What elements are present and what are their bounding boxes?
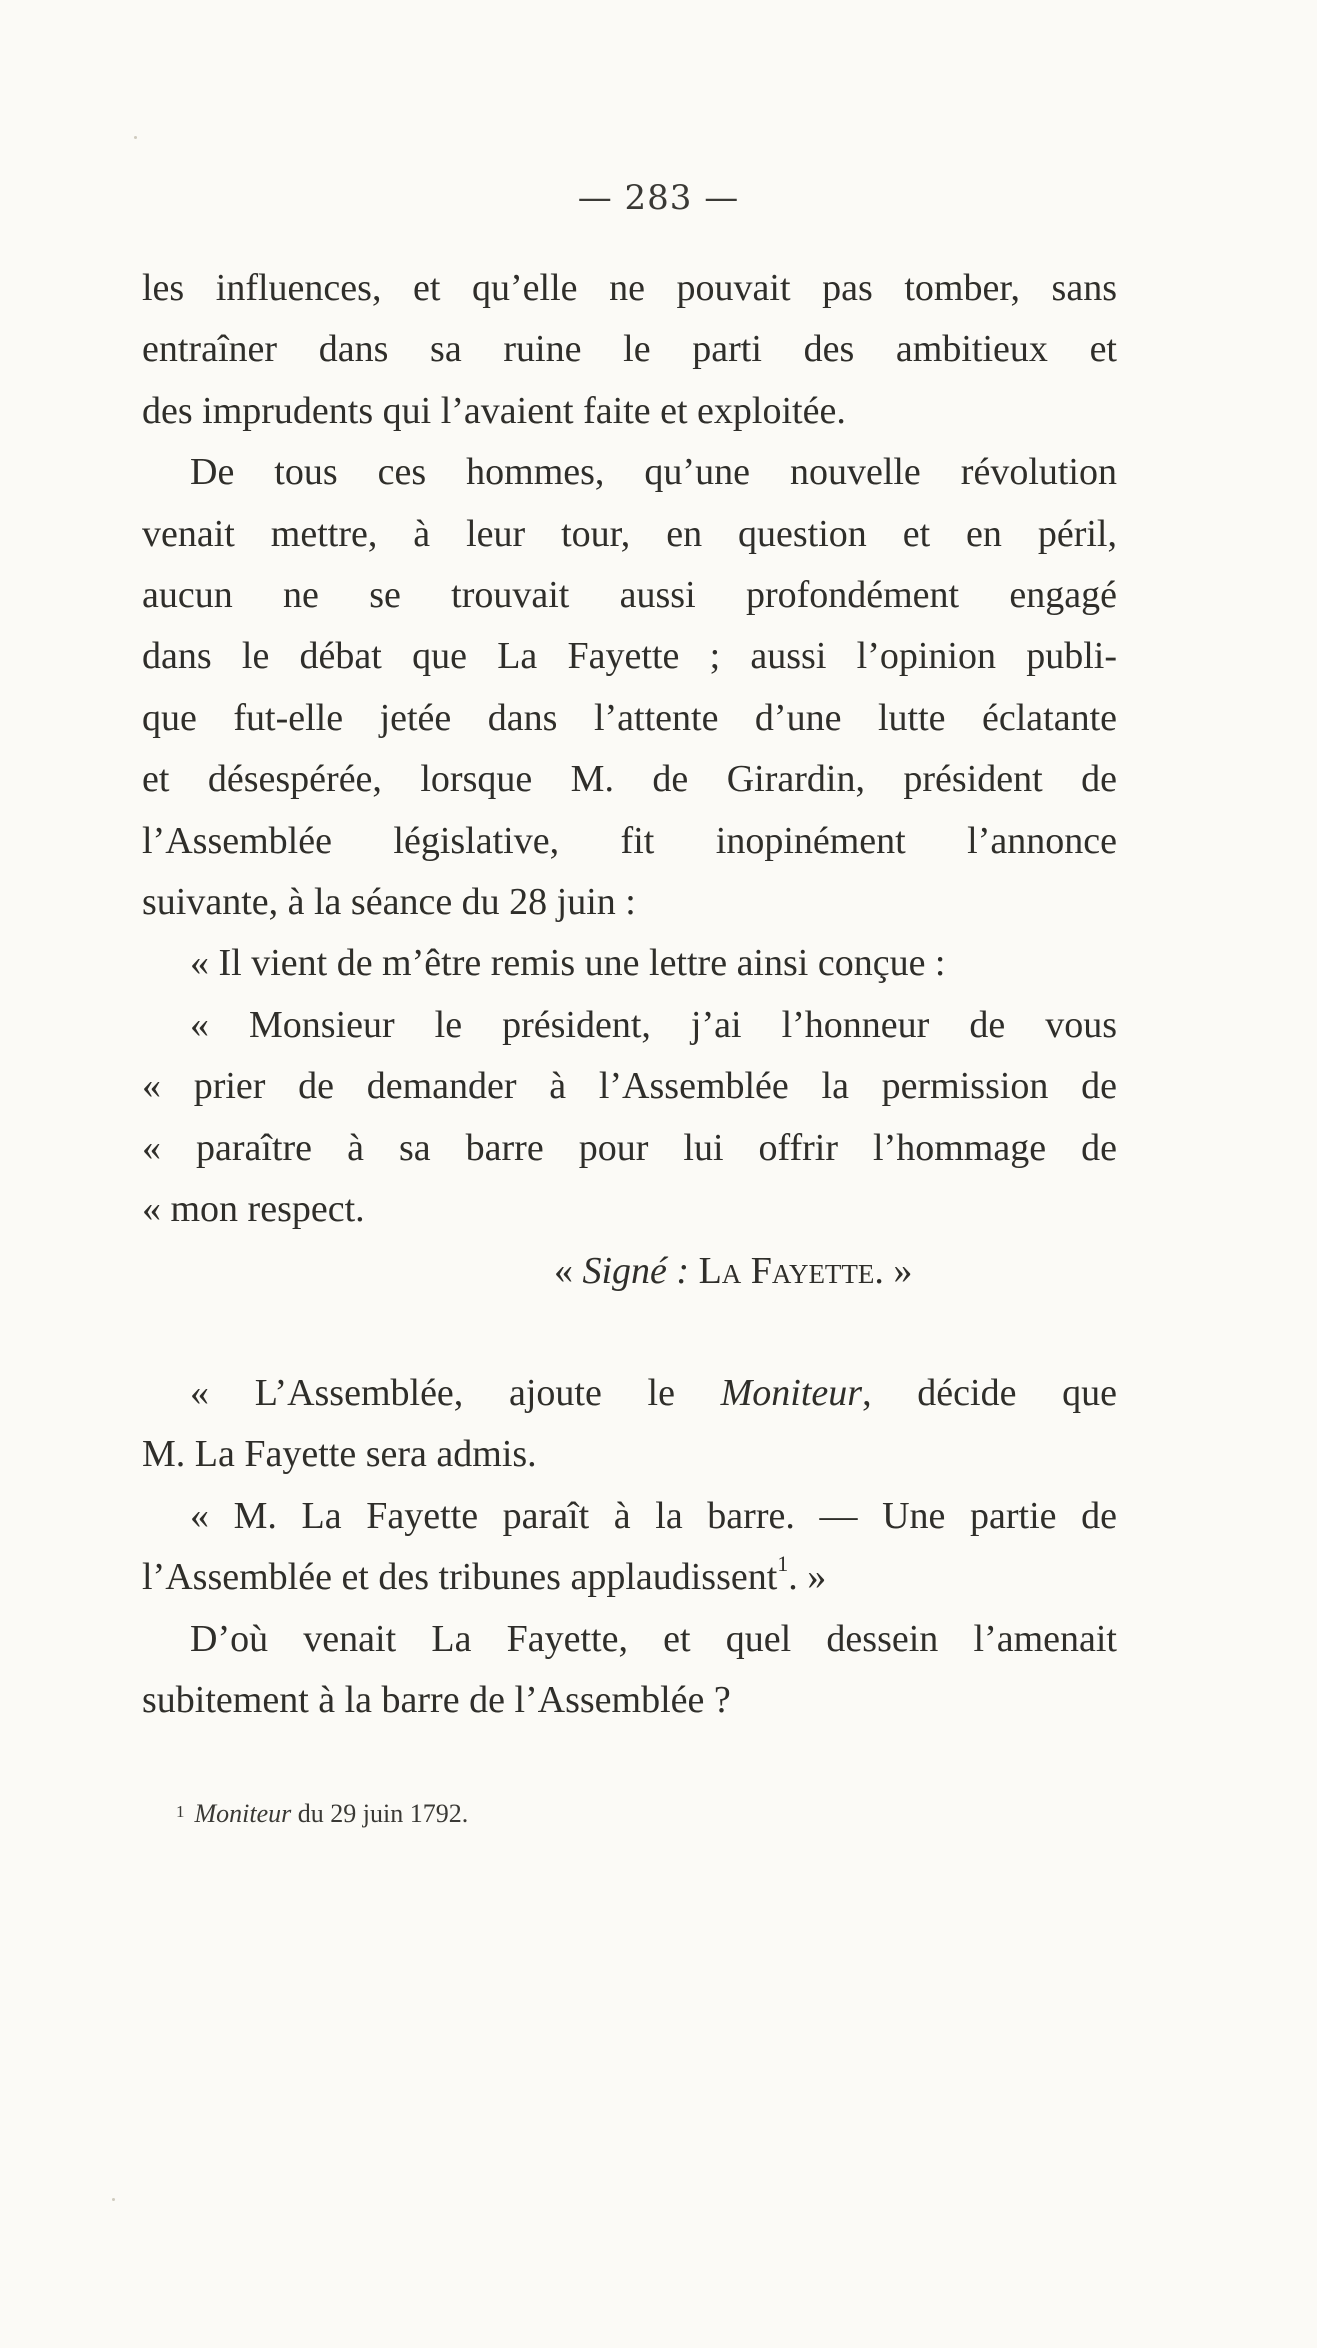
text-line: D’où venait La Fayette, et quel dessein l’amenait — [190, 1617, 1117, 1660]
body-text — [142, 258, 1117, 1731]
signature-label: Signé : — [582, 1249, 690, 1292]
text-line: et désespérée, lorsque M. de Girardin, président de — [142, 758, 1117, 801]
text-line: aucun ne se trouvait aussi profondément engagé — [142, 574, 1117, 617]
source-title: Moniteur — [720, 1371, 863, 1414]
signature-name: La Fayette. — [698, 1249, 884, 1292]
text-line: venait mettre, à leur tour, en question et en péril, — [142, 512, 1117, 555]
text-line: De tous ces hommes, qu’une nouvelle révolution — [190, 451, 1117, 494]
quote-line: « mon respect. — [142, 1188, 365, 1231]
quote-line: « paraître à sa barre pour lui offrir l’hommage de — [142, 1126, 1117, 1169]
text-line: que fut-elle jetée dans l’attente d’une lutte éclatante — [142, 696, 1117, 739]
signature-open-quote: « — [554, 1249, 583, 1292]
text-line: M. La Fayette sera admis. — [142, 1433, 537, 1476]
quote-line: « Monsieur le président, j’ai l’honneur de vous — [190, 1003, 1117, 1046]
text-line: entraîner dans sa ruine le parti des ambitieux et — [142, 328, 1117, 371]
quote-line: « prier de demander à l’Assemblée la permission de — [142, 1065, 1117, 1108]
footnote-text: du 29 juin 1792. — [291, 1799, 469, 1828]
footnote — [176, 1799, 468, 1829]
text-segment: , décide que — [862, 1371, 1117, 1414]
text-line: subitement à la barre de l’Assemblée ? — [142, 1678, 731, 1721]
blank-line — [142, 1302, 1117, 1363]
text-line: suivante, à la séance du 28 juin : — [142, 881, 636, 924]
text-segment: . » — [788, 1556, 827, 1599]
paper-speck — [112, 2198, 115, 2201]
text-line: « M. La Fayette paraît à la barre. — Une partie de — [190, 1494, 1117, 1537]
paper-speck — [134, 136, 137, 139]
footnote-source: Moniteur — [194, 1799, 292, 1828]
letter-signature — [142, 1241, 1117, 1302]
text-line: « Il vient de m’être remis une lettre ainsi conçue : — [190, 942, 946, 985]
text-line: l’Assemblée législative, fit inopinément l’annonce — [142, 819, 1117, 862]
text-line — [142, 1547, 1117, 1608]
text-line: des imprudents qui l’avaient faite et exploitée. — [142, 389, 846, 432]
text-line: les influences, et qu’elle ne pouvait pas tomber, sans — [142, 267, 1117, 309]
text-segment: l’Assemblée et des tribunes applaudissent — [142, 1556, 778, 1599]
footnote-marker: 1 — [176, 1802, 185, 1821]
footnote-reference: 1 — [777, 1551, 789, 1577]
signature-close-quote: » — [883, 1249, 913, 1292]
text-segment: « L’Assemblée, ajoute le — [190, 1371, 721, 1414]
page-number: — 283 — — [577, 178, 740, 218]
text-line — [142, 1363, 1117, 1424]
text-line: dans le débat que La Fayette ; aussi l’opinion publi- — [142, 635, 1117, 678]
